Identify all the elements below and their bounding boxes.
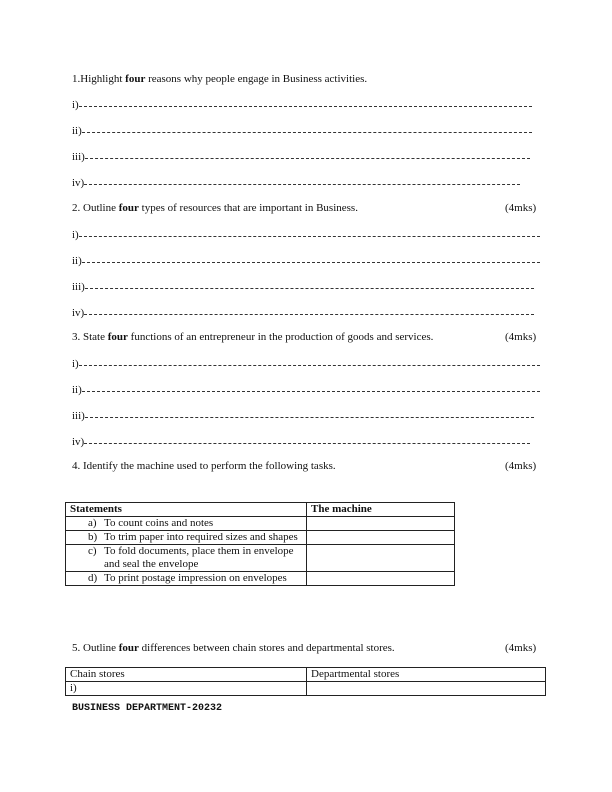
answer-line[interactable]: [72, 254, 540, 268]
answer-cell[interactable]: [307, 517, 455, 531]
line-label: ii): [72, 125, 82, 137]
header-machine: The machine: [307, 503, 455, 517]
item-letter: d): [88, 572, 98, 584]
table-row: [66, 682, 546, 696]
machines-table: [65, 502, 455, 586]
answer-line[interactable]: [72, 98, 532, 112]
line-label: iv): [72, 307, 85, 319]
header-departmental-stores: Departmental stores: [307, 668, 546, 682]
answer-line[interactable]: [72, 176, 520, 190]
line-label: i): [72, 358, 79, 370]
q5-text-end: differences between chain stores and departmental stores.: [138, 642, 395, 654]
stores-table: [65, 667, 546, 696]
item-letter: b): [88, 531, 98, 543]
item-letter: a): [88, 517, 97, 529]
line-label: iii): [72, 151, 85, 163]
answer-line[interactable]: [72, 280, 534, 294]
table-row: [66, 517, 455, 531]
row-label[interactable]: i): [66, 682, 307, 696]
table-row: [66, 531, 455, 545]
answer-cell[interactable]: [307, 545, 455, 572]
answer-line[interactable]: [72, 383, 540, 397]
question-4: 4. Identify the machine used to perform the following tasks.: [72, 460, 336, 472]
table-row: [66, 572, 455, 586]
q3-text: 3. State: [72, 331, 108, 343]
q1-bold: four: [125, 73, 146, 85]
q4-marks: (4mks): [505, 460, 537, 472]
line-label: iv): [72, 436, 85, 448]
answer-cell[interactable]: [307, 572, 455, 586]
q2-bold: four: [118, 202, 139, 214]
q5-marks: (4mks): [505, 642, 537, 654]
statement: To print postage impression on envelopes: [104, 572, 287, 584]
answer-cell[interactable]: [307, 682, 546, 696]
q1-text-end: reasons why people engage in Business activities.: [145, 73, 368, 85]
q2-text-end: types of resources that are important in Business.: [138, 202, 358, 214]
q1-text: 1.Highlight: [72, 73, 126, 85]
line-label: i): [72, 99, 79, 111]
line-label: iii): [72, 410, 85, 422]
q2-marks: (4mks): [505, 202, 537, 214]
table-row: [66, 545, 455, 572]
question-1: [72, 73, 367, 85]
header-chain-stores: Chain stores: [66, 668, 307, 682]
header-statements: Statements: [66, 503, 307, 517]
statement: To count coins and notes: [104, 517, 214, 529]
q5-text: 5. Outline: [72, 642, 119, 654]
footer: BUSINESS DEPARTMENT-20232: [72, 703, 223, 714]
item-letter: c): [88, 545, 97, 557]
q3-bold: four: [107, 331, 128, 343]
answer-line[interactable]: [72, 357, 540, 371]
statement: To trim paper into required sizes and shapes: [104, 531, 298, 543]
answer-line[interactable]: [72, 306, 534, 320]
question-2: [72, 202, 358, 214]
q2-text: 2. Outline: [72, 202, 119, 214]
answer-line[interactable]: [72, 409, 534, 423]
line-label: iv): [72, 177, 85, 189]
q5-bold: four: [118, 642, 139, 654]
answer-line[interactable]: [72, 228, 540, 242]
q3-text-end: functions of an entrepreneur in the production of goods and services.: [127, 331, 434, 343]
answer-line[interactable]: [72, 150, 530, 164]
answer-cell[interactable]: [307, 531, 455, 545]
answer-line[interactable]: [72, 435, 530, 449]
line-label: iii): [72, 281, 85, 293]
line-label: ii): [72, 255, 82, 267]
question-5: [72, 642, 395, 654]
line-label: i): [72, 229, 79, 241]
statement: To fold documents, place them in envelope and seal the envelope: [104, 545, 294, 570]
answer-line[interactable]: [72, 124, 532, 138]
question-3: [72, 331, 433, 343]
line-label: ii): [72, 384, 82, 396]
q3-marks: (4mks): [505, 331, 537, 343]
